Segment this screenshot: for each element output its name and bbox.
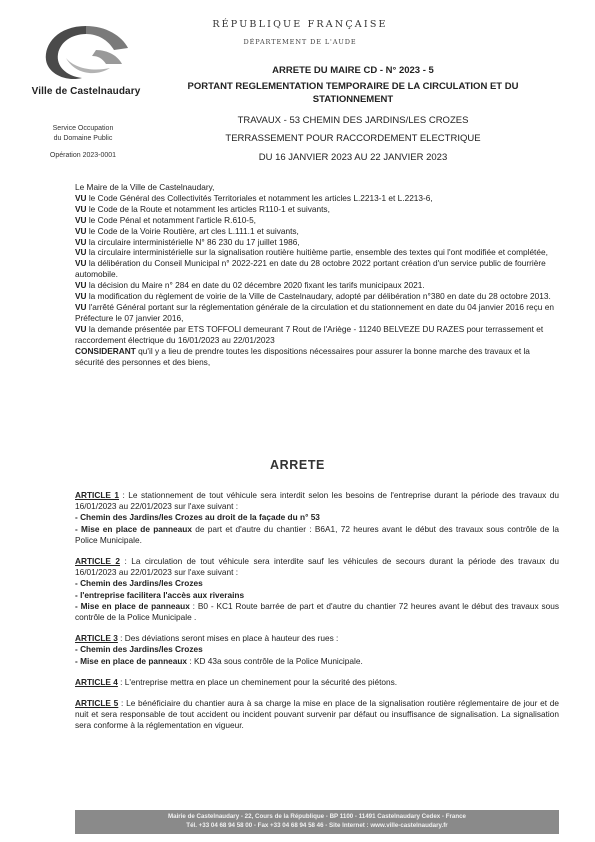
vu-line xyxy=(75,204,559,215)
vu-label: VU xyxy=(75,323,87,334)
article-bullet: - Chemin des Jardins/les Crozes xyxy=(75,578,203,589)
spacer xyxy=(75,546,559,556)
article-bullet: - Chemin des Jardins/les Crozes xyxy=(75,644,203,655)
vu-label: VU xyxy=(75,291,87,302)
vu-label: VU xyxy=(75,301,87,312)
spacer xyxy=(75,688,559,698)
vu-line xyxy=(75,302,559,324)
article-5 xyxy=(75,698,559,732)
city-logo xyxy=(26,20,146,100)
considerant-label: CONSIDERANT xyxy=(75,345,136,356)
vu-text: la circulaire interministérielle sur la signalisation routière huitième partie, ensemble des textes qui l'ont modifiée et complétée, xyxy=(86,247,548,258)
vu-line xyxy=(75,291,559,302)
article-title: ARTICLE 2 xyxy=(75,556,121,567)
vu-text: la modification du règlement de voirie de la Ville de Castelnaudary, adopté par délibération n°380 en date du 28 octobre 2013. xyxy=(86,291,551,302)
footer-address: Mairie de Castelnaudary - 22, Cours de la République - BP 1100 - 11491 Castelnaudary Cedex - France xyxy=(167,813,467,820)
vu-label: VU xyxy=(75,192,87,203)
article-separator: : xyxy=(117,676,125,687)
article-text: Le stationnement de tout véhicule sera interdit selon les besoins de l'entreprise durant la période des travaux du 16/01/2023 au 22/01/2023 sur l'axe suivant : xyxy=(75,490,560,512)
decree-title-block xyxy=(168,64,538,164)
vu-text: le Code Pénal et notamment l'article R.610-5, xyxy=(86,214,256,225)
article-bullet: - Chemin des Jardins/les Crozes au droit de la façade du n° 53 xyxy=(75,512,320,523)
bullet-bold: - Mise en place de panneaux xyxy=(75,523,192,534)
vu-label: VU xyxy=(75,236,87,247)
vu-text: le Code de la Route et notamment les articles R110-1 et suivants, xyxy=(86,203,330,214)
articles xyxy=(75,490,559,732)
service-line-2: du Domaine Public xyxy=(53,135,113,142)
spacer xyxy=(75,667,559,677)
article-title: ARTICLE 5 xyxy=(75,698,119,709)
article-bullet xyxy=(75,601,559,623)
vu-line xyxy=(75,226,559,237)
works-period: DU 16 JANVIER 2023 AU 22 JANVIER 2023 xyxy=(258,152,448,163)
vu-label: VU xyxy=(75,214,87,225)
vu-text: la circulaire interministérielle N° 86 230 du 17 juillet 1986, xyxy=(86,236,300,247)
department-heading: DÉPARTEMENT DE L'AUDE xyxy=(243,38,357,46)
article-text: L'entreprise mettra en place un cheminement pour la sécurité des piétons. xyxy=(124,676,398,687)
vu-line xyxy=(75,324,559,346)
works-location: TRAVAUX - 53 CHEMIN DES JARDINS/LES CROZES xyxy=(237,115,469,126)
intro-line: Le Maire de la Ville de Castelnaudary, xyxy=(75,182,215,192)
bullet-bold: - Mise en place de panneaux xyxy=(75,655,188,666)
vu-line xyxy=(75,193,559,204)
article-separator: : xyxy=(120,556,132,567)
vu-text: la délibération du Conseil Municipal n° 2022-221 en date du 28 octobre 2022 portant création d'un service public de fourrière automobile. xyxy=(75,258,546,280)
vu-line xyxy=(75,215,559,226)
vu-label: VU xyxy=(75,203,87,214)
footer-contact: Tél. +33 04 68 94 58 00 - Fax +33 04 68 94 58 46 - Site Internet : www.ville-castelnaudary.fr xyxy=(186,821,448,829)
page-footer xyxy=(75,810,559,834)
article-separator: : xyxy=(119,490,129,500)
bullet-bold: - Mise en place de panneaux xyxy=(75,600,190,611)
article-bullet xyxy=(75,524,559,546)
vu-label: VU xyxy=(75,247,87,258)
vu-label: VU xyxy=(75,280,87,291)
vu-label: VU xyxy=(75,258,87,269)
vu-text: la demande présentée par ETS TOFFOLI demeurant 7 Rout de l'Ariège - 11240 BELVEZE DU RAZES pour terrassement et raccordement électrique du 16/01/2023 au 22/01/2023 xyxy=(75,323,544,345)
bullet-rest: : B0 - KC1 Route barrée de part et d'autre du chantier 72 heures avant le début des travaux sous contrôle de la Police Municipale . xyxy=(75,600,560,623)
vu-line xyxy=(75,258,559,280)
vu-line xyxy=(75,247,559,258)
article-text: Le bénéficiaire du chantier aura à sa charge la mise en place de la signalisation routière réglementaire de jour et de nuit et sera responsable de tout accident ou incident pouvant survenir par défaut ou insuffisance de signalisation. La signalisation sera conforme à la réglementation en vigueur. xyxy=(75,698,560,731)
arrete-heading: ARRETE xyxy=(270,458,325,472)
vu-label: VU xyxy=(75,225,87,236)
article-text: Des déviations seront mises en place à hauteur des rues : xyxy=(124,633,339,644)
preamble xyxy=(75,182,559,367)
vu-line xyxy=(75,237,559,248)
service-line-1: Service Occupation xyxy=(52,125,114,132)
vu-line xyxy=(75,280,559,291)
considerant-text: qu'il y a lieu de prendre toutes les dispositions nécessaires pour assurer la bonne marche des travaux et la sécurité des personnes et des biens, xyxy=(75,345,530,367)
vu-text: la décision du Maire n° 284 en date du 02 décembre 2020 fixant les tarifs municipaux 2021. xyxy=(86,280,425,291)
article-3 xyxy=(75,633,559,644)
decree-number: ARRETE DU MAIRE CD - N° 2023 - 5 xyxy=(272,65,434,76)
article-title: ARTICLE 1 xyxy=(75,490,120,500)
vu-text: le Code de la Voirie Routière, art cles L.111.1 et suivants, xyxy=(86,225,299,236)
republic-heading: RÉPUBLIQUE FRANÇAISE xyxy=(212,19,388,30)
service-name xyxy=(36,124,130,144)
considerant-line xyxy=(75,346,559,368)
bullet-rest: : KD 43a sous contrôle de la Police Municipale. xyxy=(187,655,363,666)
bullet-rest: de part et d'autre du chantier : B6A1, 72 heures avant le début des travaux sous contrôle de la Police Municipale. xyxy=(75,523,560,545)
castelnaudary-logo-icon xyxy=(36,20,136,84)
article-separator: : xyxy=(117,633,125,644)
operation-number: Opération 2023-0001 xyxy=(49,152,117,159)
vu-text: l'arrêté Général portant sur la réglementation générale de la circulation et du stationnement en date du 04 janvier 2016 reçu en Préfecture le 07 janvier 2016, xyxy=(75,301,554,323)
article-separator: : xyxy=(118,698,127,709)
logo-text: Ville de Castelnaudary xyxy=(31,86,141,97)
article-text: La circulation de tout véhicule sera interdite sauf les véhicules de secours durant la période des travaux du 16/01/2023 au 22/01/2023 sur l'axe suivant : xyxy=(75,556,560,578)
article-2 xyxy=(75,556,559,578)
article-1 xyxy=(75,490,559,512)
decree-purpose: PORTANT REGLEMENTATION TEMPORAIRE DE LA CIRCULATION ET DU STATIONNEMENT xyxy=(187,81,519,105)
article-bullet: - l'entreprise facilitera l'accès aux riverains xyxy=(75,589,245,600)
article-bullet xyxy=(75,656,559,667)
article-title: ARTICLE 3 xyxy=(75,633,118,644)
article-title: ARTICLE 4 xyxy=(75,676,118,687)
spacer xyxy=(75,623,559,633)
vu-text: le Code Général des Collectivités Territoriales et notamment les articles L.2213-1 et L.2213-6, xyxy=(86,192,433,203)
article-4 xyxy=(75,677,559,688)
works-type: TERRASSEMENT POUR RACCORDEMENT ELECTRIQUE xyxy=(225,133,481,144)
